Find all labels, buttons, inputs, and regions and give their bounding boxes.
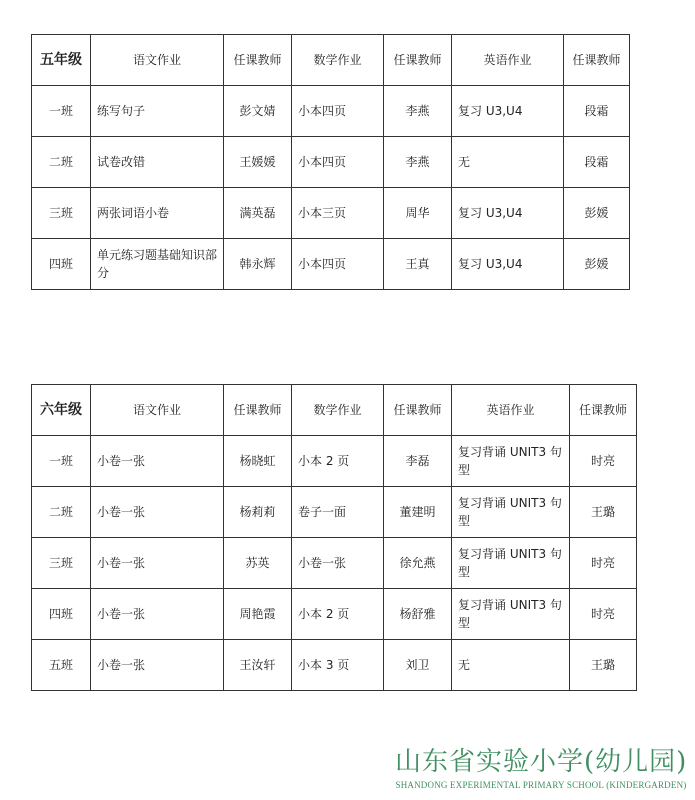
english-teacher: 段霜 <box>564 86 630 137</box>
english-homework: 复习背诵 UNIT3 句型 <box>452 487 570 538</box>
header-english-teacher: 任课教师 <box>570 385 637 436</box>
class-name: 四班 <box>32 239 91 290</box>
grade-label: 六年级 <box>32 385 91 436</box>
math-teacher: 周华 <box>384 188 452 239</box>
table-row <box>32 589 637 640</box>
math-homework: 卷子一面 <box>292 487 384 538</box>
chinese-homework: 小卷一张 <box>91 436 224 487</box>
grade5-homework-table <box>31 34 630 290</box>
math-homework: 小本四页 <box>292 137 384 188</box>
english-homework: 复习背诵 UNIT3 句型 <box>452 436 570 487</box>
english-teacher: 段霜 <box>564 137 630 188</box>
chinese-teacher: 王媛媛 <box>224 137 292 188</box>
english-teacher: 彭媛 <box>564 188 630 239</box>
chinese-homework: 小卷一张 <box>91 589 224 640</box>
chinese-teacher: 苏英 <box>224 538 292 589</box>
english-teacher: 时亮 <box>570 589 637 640</box>
chinese-homework: 小卷一张 <box>91 640 224 691</box>
math-teacher: 杨舒雅 <box>384 589 452 640</box>
math-homework: 小本四页 <box>292 239 384 290</box>
chinese-teacher: 杨晓虹 <box>224 436 292 487</box>
header-chinese-teacher: 任课教师 <box>224 35 292 86</box>
table-row <box>32 188 630 239</box>
chinese-teacher: 杨莉莉 <box>224 487 292 538</box>
grade-label: 五年级 <box>32 35 91 86</box>
header-english-homework: 英语作业 <box>452 35 564 86</box>
english-teacher: 彭媛 <box>564 239 630 290</box>
math-teacher: 李磊 <box>384 436 452 487</box>
english-homework: 复习背诵 UNIT3 句型 <box>452 538 570 589</box>
table-row <box>32 640 637 691</box>
math-homework: 小本 2 页 <box>292 589 384 640</box>
chinese-teacher: 彭文婧 <box>224 86 292 137</box>
school-name-english: SHANDONG EXPERIMENTAL PRIMARY SCHOOL (KINDERGARDEN) <box>395 780 687 790</box>
header-math-teacher: 任课教师 <box>384 385 452 436</box>
math-teacher: 徐允燕 <box>384 538 452 589</box>
english-homework: 无 <box>452 137 564 188</box>
chinese-homework: 试卷改错 <box>91 137 224 188</box>
class-name: 五班 <box>32 640 91 691</box>
english-homework: 无 <box>452 640 570 691</box>
english-homework: 复习 U3,U4 <box>452 86 564 137</box>
header-chinese-teacher: 任课教师 <box>224 385 292 436</box>
chinese-homework: 小卷一张 <box>91 487 224 538</box>
chinese-homework: 单元练习题基础知识部分 <box>91 239 224 290</box>
english-homework: 复习 U3,U4 <box>452 188 564 239</box>
class-name: 一班 <box>32 86 91 137</box>
math-teacher: 王真 <box>384 239 452 290</box>
header-math-teacher: 任课教师 <box>384 35 452 86</box>
math-teacher: 李燕 <box>384 86 452 137</box>
header-chinese-homework: 语文作业 <box>91 35 224 86</box>
math-teacher: 李燕 <box>384 137 452 188</box>
chinese-teacher: 韩永辉 <box>224 239 292 290</box>
english-homework: 复习 U3,U4 <box>452 239 564 290</box>
grade6-homework-table <box>31 384 637 691</box>
header-chinese-homework: 语文作业 <box>91 385 224 436</box>
table-header-row <box>32 35 630 86</box>
class-name: 三班 <box>32 538 91 589</box>
chinese-homework: 小卷一张 <box>91 538 224 589</box>
english-teacher: 王璐 <box>570 487 637 538</box>
table-row <box>32 487 637 538</box>
header-english-homework: 英语作业 <box>452 385 570 436</box>
chinese-homework: 两张词语小卷 <box>91 188 224 239</box>
chinese-homework: 练写句子 <box>91 86 224 137</box>
english-teacher: 王璐 <box>570 640 637 691</box>
class-name: 三班 <box>32 188 91 239</box>
school-logo <box>395 745 687 791</box>
math-homework: 小卷一张 <box>292 538 384 589</box>
math-homework: 小本 3 页 <box>292 640 384 691</box>
math-teacher: 董建明 <box>384 487 452 538</box>
chinese-teacher: 王汝轩 <box>224 640 292 691</box>
chinese-teacher: 满英磊 <box>224 188 292 239</box>
table-row <box>32 137 630 188</box>
english-homework: 复习背诵 UNIT3 句型 <box>452 589 570 640</box>
table-row <box>32 239 630 290</box>
table-row <box>32 86 630 137</box>
class-name: 四班 <box>32 589 91 640</box>
class-name: 一班 <box>32 436 91 487</box>
table-row <box>32 436 637 487</box>
class-name: 二班 <box>32 487 91 538</box>
english-teacher: 时亮 <box>570 538 637 589</box>
english-teacher: 时亮 <box>570 436 637 487</box>
school-name-chinese: 山东省实验小学(幼儿园) <box>395 747 688 777</box>
header-math-homework: 数学作业 <box>292 35 384 86</box>
table-header-row <box>32 385 637 436</box>
header-english-teacher: 任课教师 <box>564 35 630 86</box>
math-homework: 小本 2 页 <box>292 436 384 487</box>
chinese-teacher: 周艳霞 <box>224 589 292 640</box>
math-teacher: 刘卫 <box>384 640 452 691</box>
table-row <box>32 538 637 589</box>
math-homework: 小本四页 <box>292 86 384 137</box>
class-name: 二班 <box>32 137 91 188</box>
math-homework: 小本三页 <box>292 188 384 239</box>
header-math-homework: 数学作业 <box>292 385 384 436</box>
